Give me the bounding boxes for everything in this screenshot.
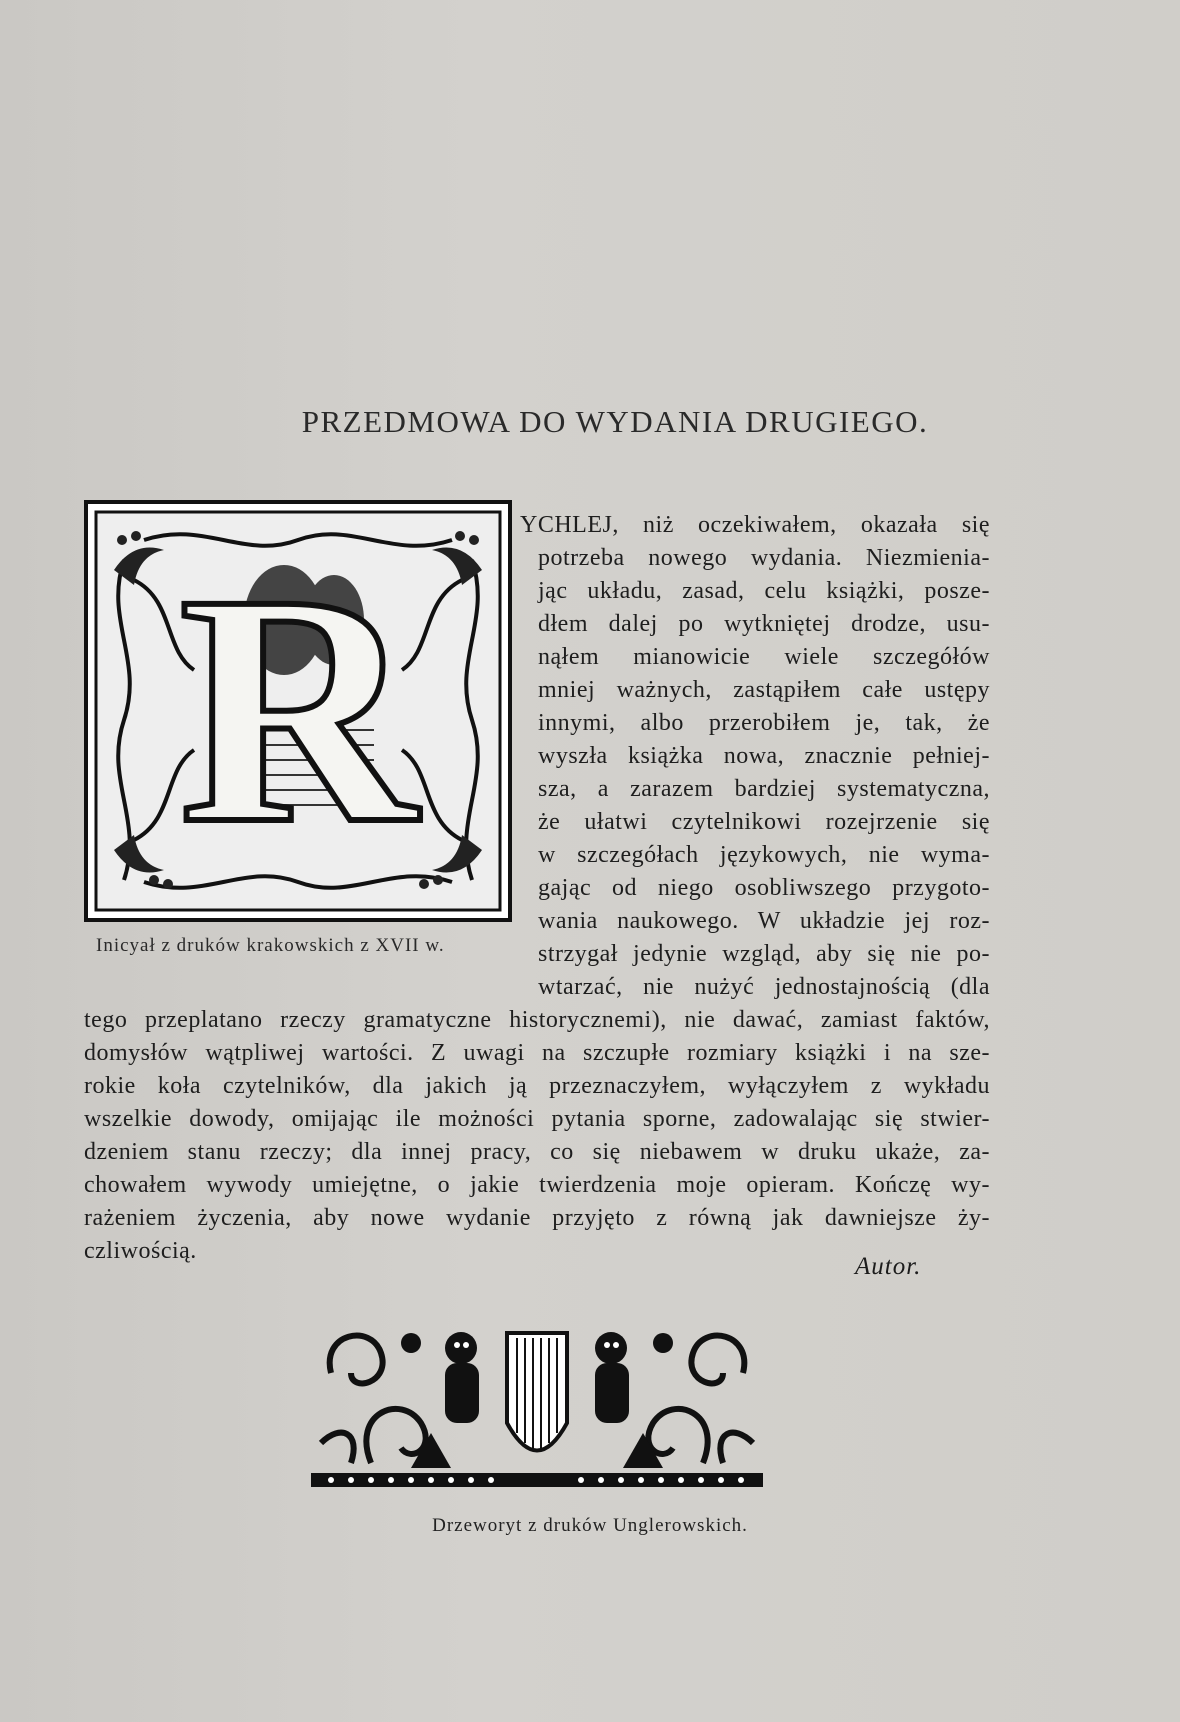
text-line: wtarzać, nie nużyć jednostajnością (dla [538, 974, 990, 1000]
text-line: YCHLEJ, niż oczekiwałem, okazała się [520, 512, 990, 538]
text-line: tego przeplatano rzeczy gramatyczne historycznemi), nie dawać, zamiast faktów, [84, 1007, 990, 1033]
woodcut-ornament [311, 1313, 763, 1491]
decorative-initial [84, 500, 512, 922]
text-line: mniej ważnych, zastąpiłem całe ustępy [538, 677, 990, 703]
text-line: sza, a zarazem bardziej systematyczna, [538, 776, 990, 802]
woodcut-caption: Drzeworyt z druków Unglerowskich. [432, 1515, 748, 1536]
text-line: że ułatwi czytelnikowi rozejrzenie się [538, 809, 990, 835]
woodcut-illustration [311, 1313, 763, 1491]
text-line: potrzeba nowego wydania. Niezmienia- [538, 545, 990, 571]
text-line: nąłem mianowicie wiele szczegółów [538, 644, 990, 670]
text-line: rażeniem życzenia, aby nowe wydanie przyjęto z równą jak dawniejsze ży- [84, 1205, 990, 1231]
text-line: domysłów wątpliwej wartości. Z uwagi na szczupłe rozmiary książki i na sze- [84, 1040, 990, 1066]
initial-caption: Inicyał z druków krakowskich z XVII w. [96, 935, 445, 956]
text-line: czliwością. [84, 1238, 197, 1264]
text-line: dzeniem stanu rzeczy; dla innej pracy, co się niebawem w druku ukaże, za- [84, 1139, 990, 1165]
text-line: strzygał jedynie wzgląd, aby się nie po- [538, 941, 990, 967]
text-line: chowałem wywody umiejętne, o jakie twierdzenia moje opieram. Kończę wy- [84, 1172, 990, 1198]
text-line: innymi, albo przerobiłem je, tak, że [538, 710, 990, 736]
initial-letter: R [178, 527, 418, 892]
page-title: PRZEDMOWA DO WYDANIA DRUGIEGO. [301, 404, 929, 439]
text-line: dłem dalej po wytkniętej drodze, usu- [538, 611, 990, 637]
signature: Autor. [855, 1253, 922, 1280]
initial-illustration [84, 500, 512, 922]
text-line: wyszła książka nowa, znacznie pełniej- [538, 743, 990, 769]
text-line: gając od niego osobliwszego przygoto- [538, 875, 990, 901]
text-line: wania naukowego. W układzie jej roz- [538, 908, 990, 934]
text-line: rokie koła czytelników, dla jakich ją przeznaczyłem, wyłączyłem z wykładu [84, 1073, 990, 1099]
text-line: wszelkie dowody, omijając ile możności pytania sporne, zadowalając się stwier- [84, 1106, 990, 1132]
text-line: jąc układu, zasad, celu książki, posze- [538, 578, 990, 604]
text-line: w szczegółach językowych, nie wyma- [538, 842, 990, 868]
